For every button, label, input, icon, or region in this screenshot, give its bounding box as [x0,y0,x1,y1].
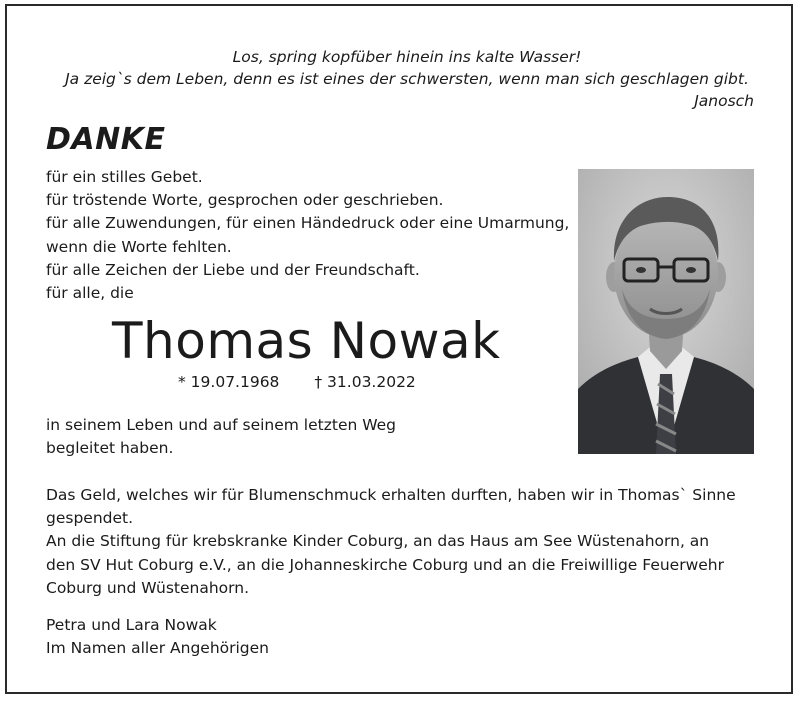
donation-paragraph-1: Das Geld, welches wir für Blumenschmuck erhalten durften, haben wir in Thomas` Sinne gespendet. [46,486,736,528]
heading-danke: DANKE [46,122,166,157]
thanks-line: für alle, die [46,284,134,303]
accompanied-line: in seinem Leben und auf seinem letzten Weg [46,416,397,434]
thanks-line: für alle Zuwendungen, für einen Händedruck oder eine Umarmung, [46,214,570,233]
thanks-line: wenn die Worte fehlten. [46,237,232,256]
thanks-lines [46,166,569,305]
thanks-line: für ein stilles Gebet. [46,168,203,186]
quote-author: Janosch [694,92,754,110]
thanks-line: für tröstende Worte, gesprochen oder geschrieben. [46,191,444,210]
portrait-illustration [578,169,754,454]
quote-line-2: Ja zeig`s dem Leben, denn es ist eines der schwersten, wenn man sich geschlagen gibt. [65,70,749,88]
accompanied-text [46,414,396,460]
life-dates [178,373,446,391]
thanks-line: für alle Zeichen der Liebe und der Freundschaft. [46,260,420,279]
donation-paragraph-2: An die Stiftung für krebskranke Kinder Coburg, an das Haus am See Wüstenahorn, an den SV Hut Coburg e.V., an die Johanneskirche Coburg und an die Freiwillige Feuerwehr Coburg und Wüstenahorn. [46,532,724,597]
signature-names: Petra und Lara Nowak [46,616,217,634]
donation-text [46,484,736,600]
quote-line-1: Los, spring kopfüber hinein ins kalte Wasser! [232,48,582,66]
deceased-name: Thomas Nowak [112,312,501,370]
accompanied-line: begleitet haben. [46,439,174,457]
death-date: † 31.03.2022 [314,373,416,391]
portrait-photo [578,169,754,454]
birth-date: * 19.07.1968 [178,373,280,391]
quote [60,46,754,112]
signature [46,614,269,660]
signature-family: Im Namen aller Angehörigen [46,639,270,658]
